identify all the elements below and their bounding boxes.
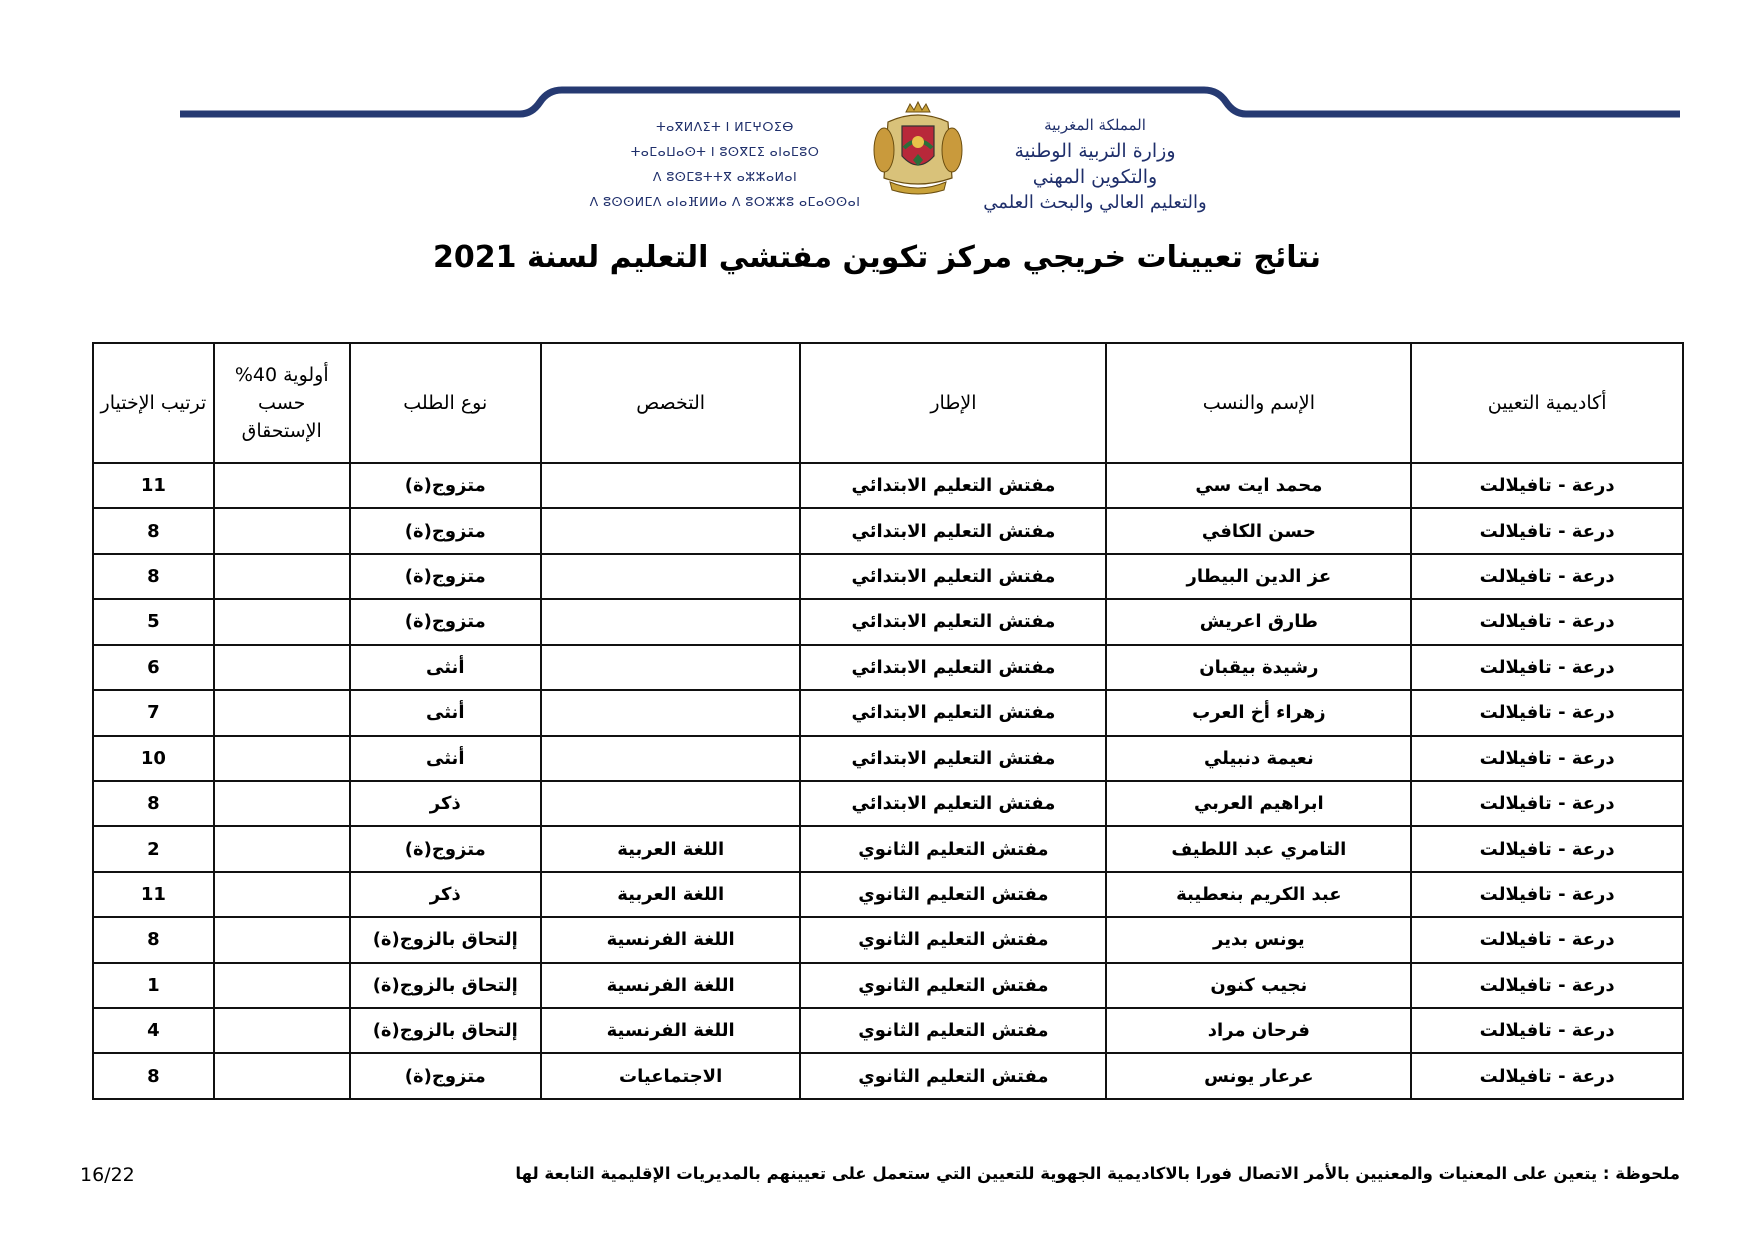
table-row <box>93 599 1683 644</box>
cell-rank: 5 <box>93 599 214 644</box>
cell-academy: درعة - تافيلالت <box>1411 645 1683 690</box>
cell-academy: درعة - تافيلالت <box>1411 1053 1683 1099</box>
col-header-frame: الإطار <box>800 343 1106 463</box>
page-title: نتائج تعيينات خريجي مركز تكوين مفتشي التعليم لسنة 2021 <box>433 240 1321 275</box>
cell-specialty <box>541 599 801 644</box>
ministry-name-tifinagh <box>580 114 870 214</box>
cell-request-type: إلتحاق بالزوج(ة) <box>350 917 541 962</box>
cell-rank: 8 <box>93 781 214 826</box>
cell-specialty: اللغة الفرنسية <box>541 963 801 1008</box>
ministry-tz-line: ⴷ ⵓⵙⵙⵍⵎⴷ ⴰⵏⴰⴼⵍⵍⴰ ⴷ ⵓⵔⵣⵣⵓ ⴰⵎⴰⵙⵙⴰⵏ <box>589 194 861 209</box>
cell-academy: درعة - تافيلالت <box>1411 963 1683 1008</box>
footer-note: ملحوظة : يتعين على المعنيات والمعنيين بالأمر الاتصال فورا بالاكاديمية الجهوية للتعيين التي ستعمل على تعيينهم بالمديريات الإقليمية التابعة لها <box>515 1164 1680 1183</box>
table-row <box>93 826 1683 871</box>
page-number: 16/22 <box>80 1164 135 1186</box>
cell-name: نجيب كنون <box>1106 963 1411 1008</box>
cell-academy: درعة - تافيلالت <box>1411 826 1683 871</box>
cell-priority <box>214 781 350 826</box>
col-header-name: الإسم والنسب <box>1106 343 1411 463</box>
cell-frame: مفتش التعليم الثانوي <box>800 963 1106 1008</box>
col-header-priority: أولوية 40% حسب الإستحقاق <box>214 343 350 463</box>
cell-specialty: اللغة العربية <box>541 872 801 917</box>
cell-priority <box>214 917 350 962</box>
cell-request-type: إلتحاق بالزوج(ة) <box>350 963 541 1008</box>
cell-rank: 10 <box>93 736 214 781</box>
col-header-rank: ترتيب الإختيار <box>93 343 214 463</box>
cell-name: عبد الكريم بنعطيبة <box>1106 872 1411 917</box>
ministry-ar-line: والتعليم العالي والبحث العلمي <box>983 192 1207 213</box>
cell-request-type: متزوج(ة) <box>350 599 541 644</box>
cell-request-type: إلتحاق بالزوج(ة) <box>350 1008 541 1053</box>
cell-name: عرعار يونس <box>1106 1053 1411 1099</box>
cell-academy: درعة - تافيلالت <box>1411 781 1683 826</box>
cell-request-type: أنثى <box>350 645 541 690</box>
cell-priority <box>214 599 350 644</box>
cell-rank: 2 <box>93 826 214 871</box>
ministry-tz-line: ⵜⴰⴳⵍⴷⵉⵜ ⵏ ⵍⵎⵖⵔⵉⴱ <box>656 119 794 134</box>
cell-specialty <box>541 736 801 781</box>
cell-academy: درعة - تافيلالت <box>1411 1008 1683 1053</box>
cell-request-type: متزوج(ة) <box>350 554 541 599</box>
table-header <box>93 343 1683 463</box>
cell-name: فرحان مراد <box>1106 1008 1411 1053</box>
ministry-ar-line: وزارة التربية الوطنية <box>1014 140 1176 162</box>
cell-frame: مفتش التعليم الابتدائي <box>800 781 1106 826</box>
cell-frame: مفتش التعليم الابتدائي <box>800 463 1106 508</box>
cell-rank: 8 <box>93 917 214 962</box>
cell-academy: درعة - تافيلالت <box>1411 872 1683 917</box>
cell-request-type: ذكر <box>350 872 541 917</box>
cell-specialty: اللغة الفرنسية <box>541 1008 801 1053</box>
cell-name: عز الدين البيطار <box>1106 554 1411 599</box>
cell-request-type: أنثى <box>350 690 541 735</box>
cell-rank: 6 <box>93 645 214 690</box>
table-row <box>93 917 1683 962</box>
cell-specialty: الاجتماعيات <box>541 1053 801 1099</box>
cell-frame: مفتش التعليم الثانوي <box>800 826 1106 871</box>
table-row <box>93 554 1683 599</box>
cell-rank: 8 <box>93 1053 214 1099</box>
cell-request-type: متزوج(ة) <box>350 508 541 553</box>
cell-academy: درعة - تافيلالت <box>1411 463 1683 508</box>
cell-priority <box>214 826 350 871</box>
table-body <box>93 463 1683 1099</box>
cell-priority <box>214 645 350 690</box>
cell-priority <box>214 736 350 781</box>
cell-priority <box>214 508 350 553</box>
cell-academy: درعة - تافيلالت <box>1411 508 1683 553</box>
cell-request-type: متزوج(ة) <box>350 463 541 508</box>
ministry-ar-line: المملكة المغربية <box>1044 116 1146 134</box>
cell-frame: مفتش التعليم الابتدائي <box>800 599 1106 644</box>
cell-priority <box>214 690 350 735</box>
table-row <box>93 872 1683 917</box>
cell-specialty <box>541 645 801 690</box>
results-table <box>92 342 1684 1100</box>
table-row <box>93 1008 1683 1053</box>
cell-specialty <box>541 508 801 553</box>
cell-request-type: أنثى <box>350 736 541 781</box>
cell-rank: 4 <box>93 1008 214 1053</box>
cell-request-type: ذكر <box>350 781 541 826</box>
ministry-tz-line: ⴷ ⵓⵙⵎⵓⵜⵜⴳ ⴰⵣⵣⴰⵍⴰⵏ <box>652 169 798 184</box>
cell-name: نعيمة دنبيلي <box>1106 736 1411 781</box>
cell-name: محمد ايت سي <box>1106 463 1411 508</box>
cell-rank: 8 <box>93 554 214 599</box>
cell-rank: 11 <box>93 463 214 508</box>
cell-specialty <box>541 690 801 735</box>
table-row <box>93 463 1683 508</box>
cell-name: التامري عبد اللطيف <box>1106 826 1411 871</box>
ministry-ar-line: والتكوين المهني <box>1032 166 1158 188</box>
table-row <box>93 508 1683 553</box>
cell-name: طارق اعريش <box>1106 599 1411 644</box>
table-row <box>93 781 1683 826</box>
cell-rank: 11 <box>93 872 214 917</box>
cell-priority <box>214 463 350 508</box>
cell-specialty <box>541 781 801 826</box>
col-header-request-type: نوع الطلب <box>350 343 541 463</box>
col-header-specialty: التخصص <box>541 343 801 463</box>
cell-frame: مفتش التعليم الثانوي <box>800 1053 1106 1099</box>
cell-frame: مفتش التعليم الثانوي <box>800 872 1106 917</box>
cell-academy: درعة - تافيلالت <box>1411 917 1683 962</box>
cell-priority <box>214 1008 350 1053</box>
table-row <box>93 645 1683 690</box>
cell-specialty: اللغة العربية <box>541 826 801 871</box>
cell-rank: 1 <box>93 963 214 1008</box>
cell-name: ابراهيم العربي <box>1106 781 1411 826</box>
cell-frame: مفتش التعليم الابتدائي <box>800 736 1106 781</box>
cell-specialty <box>541 554 801 599</box>
cell-priority <box>214 963 350 1008</box>
ministry-tz-line: ⵜⴰⵎⴰⵡⴰⵙⵜ ⵏ ⵓⵙⴳⵎⵉ ⴰⵏⴰⵎⵓⵔ <box>630 144 820 159</box>
cell-specialty <box>541 463 801 508</box>
cell-name: زهراء أخ العرب <box>1106 690 1411 735</box>
cell-name: يونس بدير <box>1106 917 1411 962</box>
cell-frame: مفتش التعليم الابتدائي <box>800 508 1106 553</box>
table-row <box>93 736 1683 781</box>
cell-academy: درعة - تافيلالت <box>1411 736 1683 781</box>
cell-name: رشيدة بيقبان <box>1106 645 1411 690</box>
cell-frame: مفتش التعليم الابتدائي <box>800 645 1106 690</box>
ministry-name-arabic <box>960 112 1230 216</box>
table-row <box>93 963 1683 1008</box>
cell-frame: مفتش التعليم الثانوي <box>800 917 1106 962</box>
cell-academy: درعة - تافيلالت <box>1411 599 1683 644</box>
cell-rank: 8 <box>93 508 214 553</box>
cell-frame: مفتش التعليم الابتدائي <box>800 554 1106 599</box>
col-header-academy: أكاديمية التعيين <box>1411 343 1683 463</box>
cell-priority <box>214 872 350 917</box>
cell-priority <box>214 554 350 599</box>
cell-name: حسن الكافي <box>1106 508 1411 553</box>
cell-academy: درعة - تافيلالت <box>1411 690 1683 735</box>
cell-priority <box>214 1053 350 1099</box>
cell-frame: مفتش التعليم الثانوي <box>800 1008 1106 1053</box>
cell-specialty: اللغة الفرنسية <box>541 917 801 962</box>
coat-of-arms-emblem <box>868 98 968 198</box>
cell-request-type: متزوج(ة) <box>350 1053 541 1099</box>
table-row <box>93 1053 1683 1099</box>
cell-rank: 7 <box>93 690 214 735</box>
cell-frame: مفتش التعليم الابتدائي <box>800 690 1106 735</box>
header-row <box>93 343 1683 463</box>
cell-academy: درعة - تافيلالت <box>1411 554 1683 599</box>
cell-request-type: متزوج(ة) <box>350 826 541 871</box>
table-row <box>93 690 1683 735</box>
